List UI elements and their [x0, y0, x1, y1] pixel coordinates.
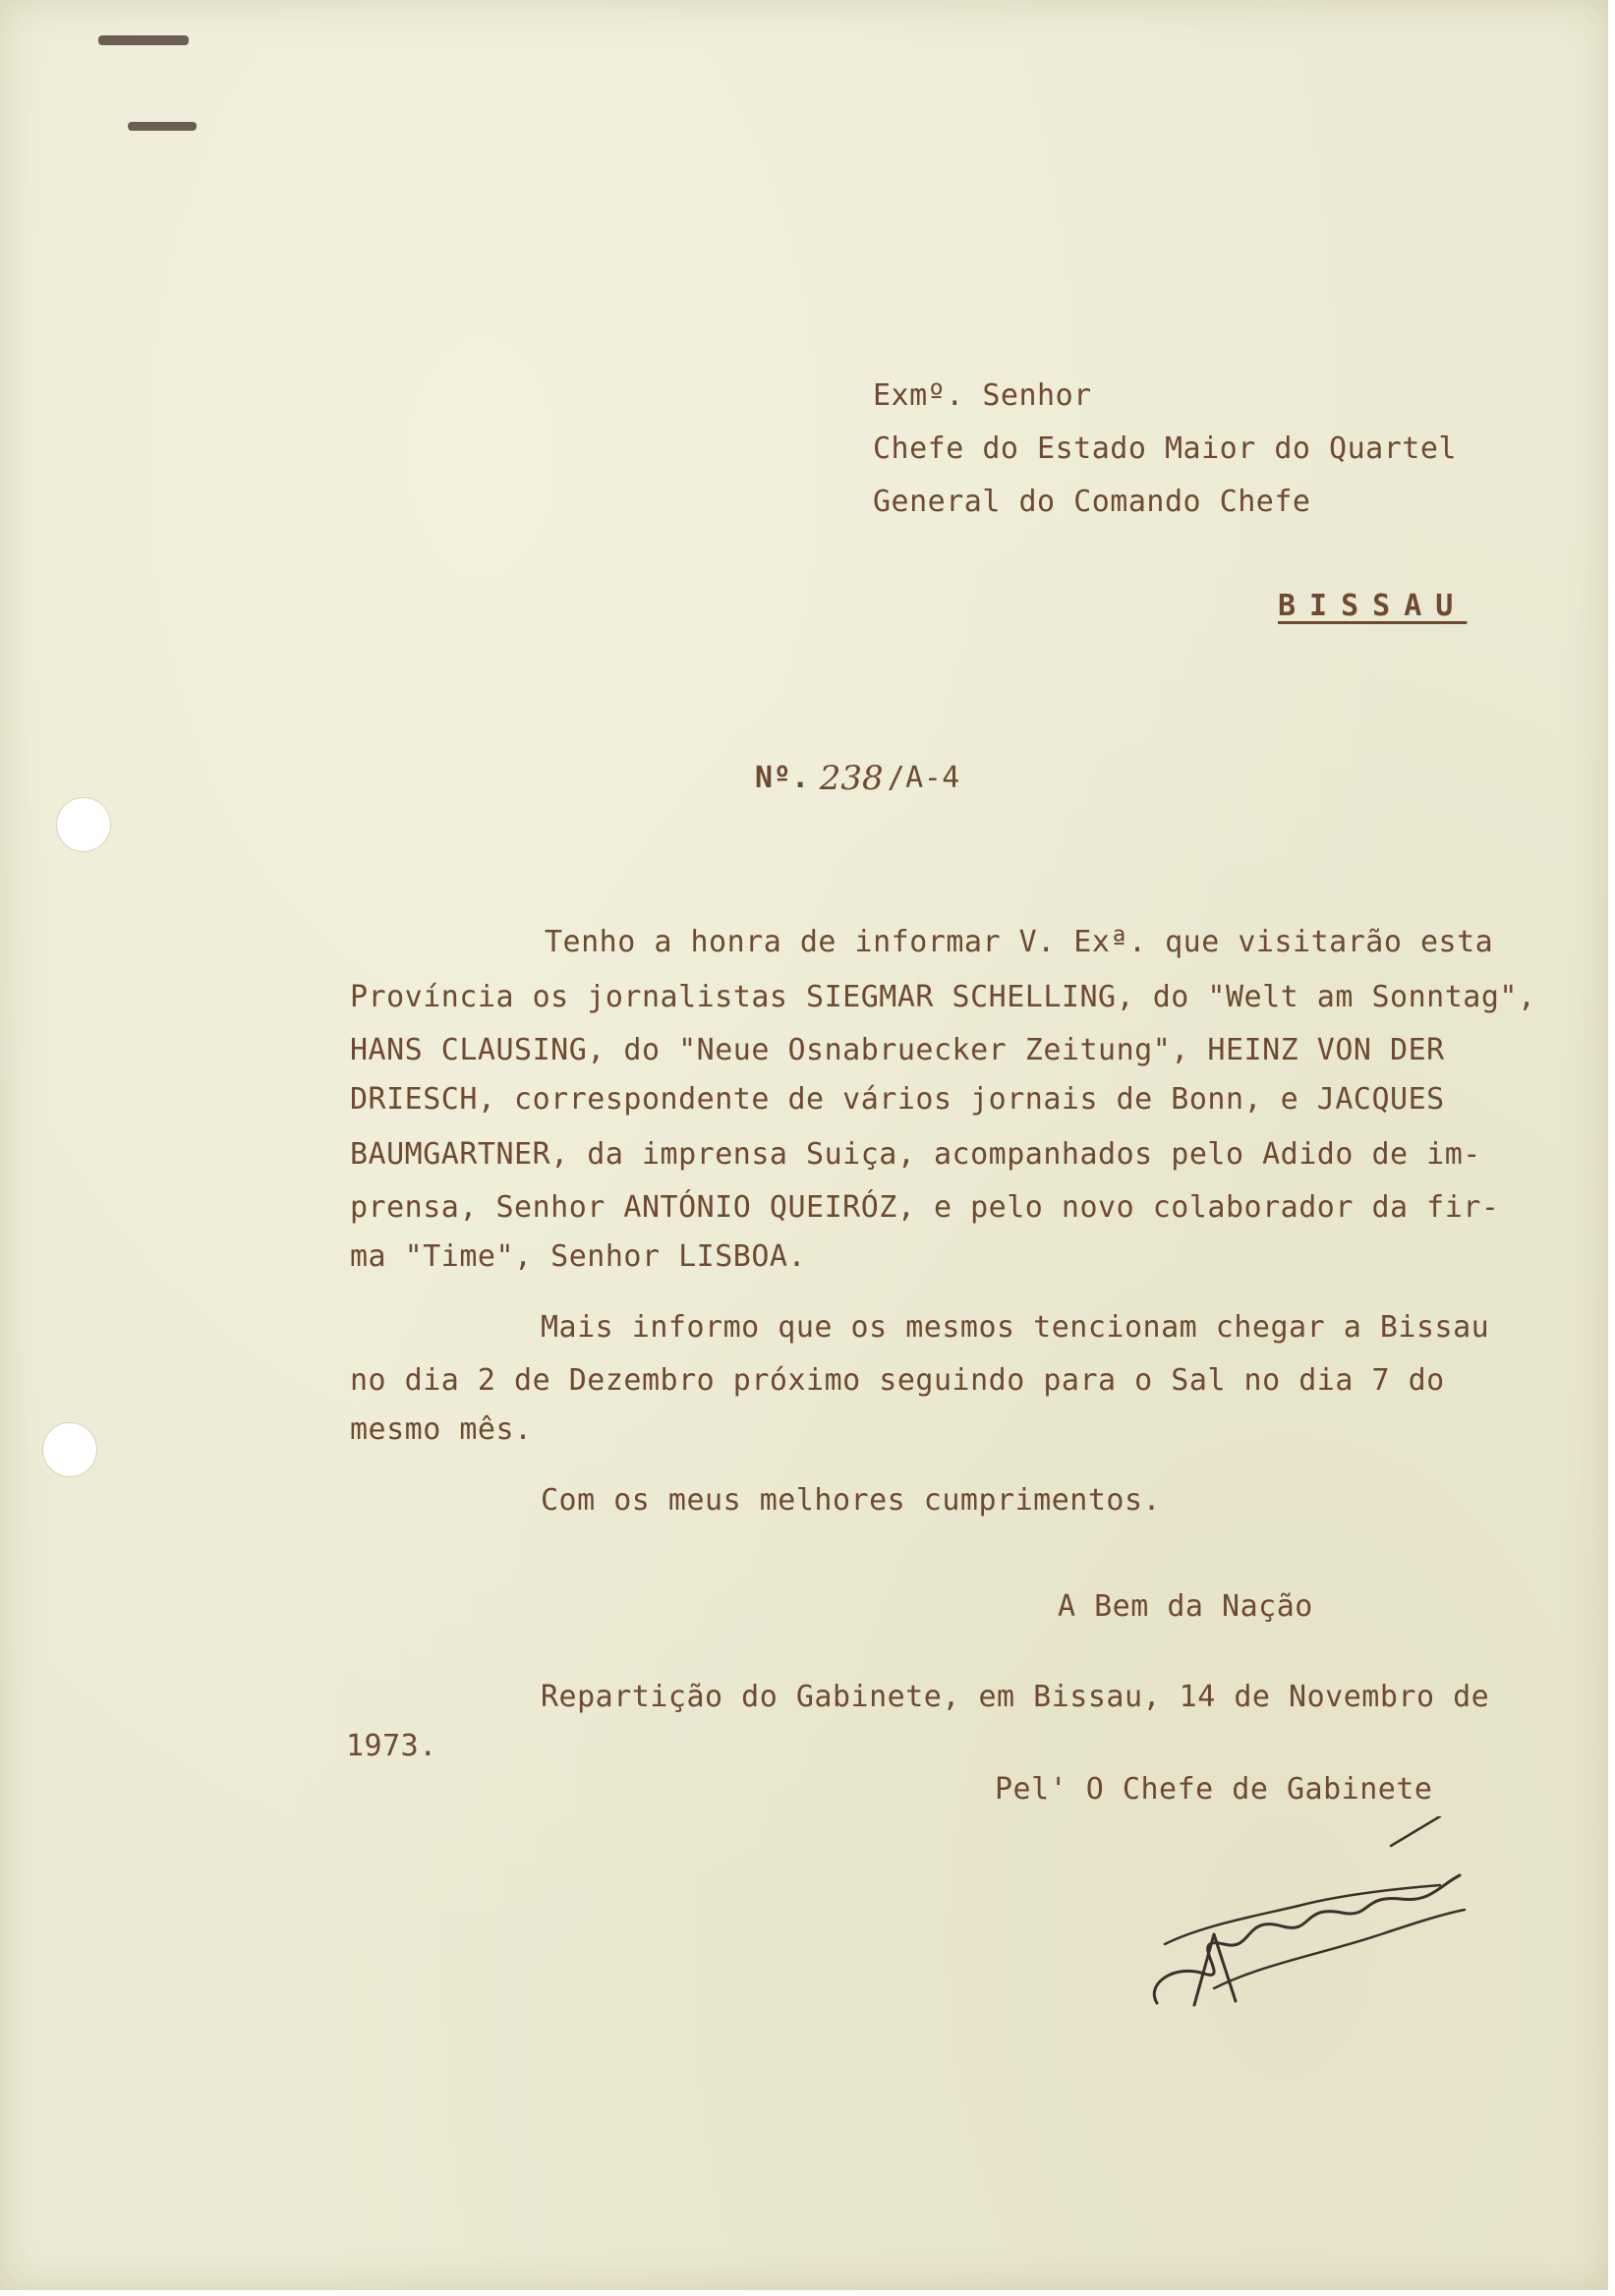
ink-mark [128, 122, 197, 131]
place-date-line-2: 1973. [346, 1729, 437, 1763]
body-paragraph-1-line: ma "Time", Senhor LISBOA. [350, 1239, 807, 1274]
reference-handwritten-number: 238 [819, 759, 884, 798]
body-paragraph-1-line: Tenho a honra de informar V. Exª. que visitarão esta [545, 925, 1494, 959]
body-paragraph-2-line: Mais informo que os mesmos tencionam chegar a Bissau [541, 1310, 1490, 1345]
punch-hole [57, 798, 110, 851]
body-paragraph-1-line: Província os jornalistas SIEGMAR SCHELLING, do "Welt am Sonntag", [350, 980, 1536, 1014]
reference-prefix: Nº. [755, 761, 810, 795]
ink-mark [98, 35, 189, 45]
closing-line: Com os meus melhores cumprimentos. [541, 1483, 1162, 1518]
body-paragraph-1-line: BAUMGARTNER, da imprensa Suiça, acompanhados pelo Adido de im- [350, 1137, 1481, 1172]
body-paragraph-1-line: HANS CLAUSING, do "Neue Osnabruecker Zeitung", HEINZ VON DER [350, 1033, 1445, 1067]
motto: A Bem da Nação [1058, 1589, 1313, 1624]
reference-suffix: /A-4 [887, 761, 960, 795]
recipient-organization: General do Comando Chefe [873, 485, 1311, 519]
signatory-title: Pel' O Chefe de Gabinete [995, 1772, 1433, 1807]
place-date-line-1: Repartição do Gabinete, em Bissau, 14 de Novembro de [541, 1680, 1490, 1714]
body-paragraph-1-line: DRIESCH, correspondente de vários jornais de Bonn, e JACQUES [350, 1082, 1445, 1117]
recipient-city: BISSAU [1278, 589, 1468, 623]
handwritten-signature [1145, 1816, 1470, 2013]
body-paragraph-1-line: prensa, Senhor ANTÓNIO QUEIRÓZ, e pelo novo colaborador da fir- [350, 1190, 1500, 1225]
punch-hole [43, 1423, 96, 1476]
body-paragraph-2-line: mesmo mês. [350, 1412, 533, 1447]
body-paragraph-2-line: no dia 2 de Dezembro próximo seguindo para o Sal no dia 7 do [350, 1363, 1445, 1398]
recipient-salutation: Exmº. Senhor [873, 378, 1092, 413]
recipient-title: Chefe do Estado Maior do Quartel [873, 431, 1457, 466]
reference-number [755, 757, 960, 796]
